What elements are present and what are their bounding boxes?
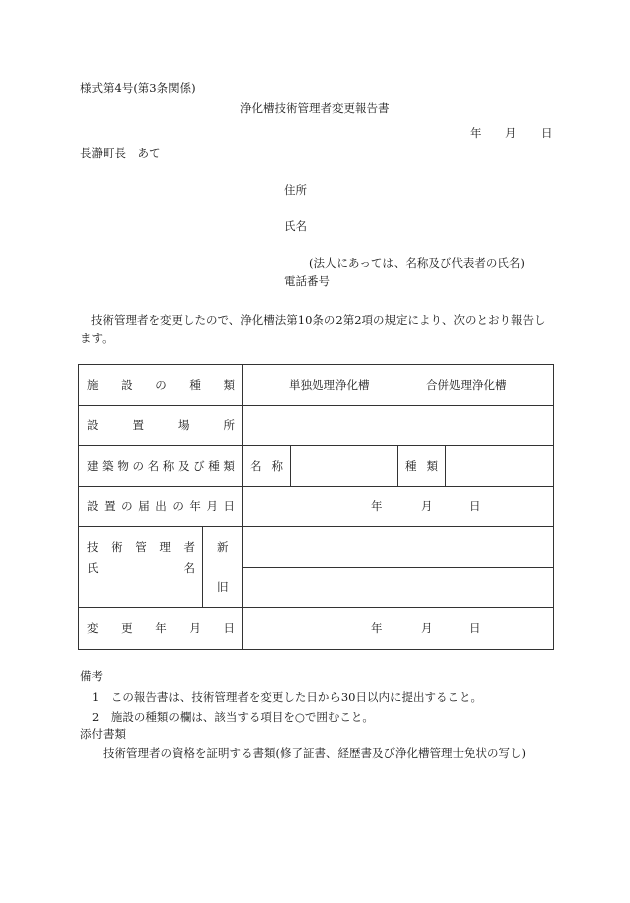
change-date-label: 変 更 年 月 日 xyxy=(87,621,235,635)
body-text-line2: ます。 xyxy=(80,331,114,345)
remarks-note-1: 1 この報告書は、技術管理者を変更した日から30日以内に提出すること。 xyxy=(92,690,482,704)
corporate-note: (法人にあっては、名称及び代表者の氏名) xyxy=(309,256,525,270)
change-year-label: 年 xyxy=(371,621,383,635)
building-type-field[interactable] xyxy=(446,446,552,486)
change-day-label: 日 xyxy=(469,621,481,635)
form-number: 様式第4号(第3条関係) xyxy=(80,81,196,95)
notification-year-label: 年 xyxy=(371,499,383,513)
new-manager-field[interactable] xyxy=(243,527,552,567)
change-month-label: 月 xyxy=(421,621,433,635)
document-title: 浄化槽技術管理者変更報告書 xyxy=(240,101,390,115)
body-text-line1: 技術管理者を変更したので、浄化槽法第10条の2第2項の規定により、次のとおり報告し xyxy=(91,313,546,327)
phone-label: 電話番号 xyxy=(284,274,330,288)
building-label: 建 築 物 の 名 称 及 び 種 類 xyxy=(87,458,235,473)
location-label: 設 置 場 所 xyxy=(87,418,235,432)
building-name-field[interactable] xyxy=(291,446,397,486)
remarks-note-2: 2 施設の種類の欄は、該当する項目を○で囲むこと。 xyxy=(92,710,374,724)
manager-label-line1: 技 術 管 理 者 xyxy=(87,540,195,554)
attachments-heading: 添付書類 xyxy=(80,727,126,741)
remarks-heading: 備考 xyxy=(80,669,103,683)
name-label: 氏名 xyxy=(284,219,307,233)
date-year-label: 年 xyxy=(470,126,482,140)
date-month-label: 月 xyxy=(505,126,517,140)
old-label: 旧 xyxy=(217,580,229,594)
facility-option-combined[interactable]: 合併処理浄化槽 xyxy=(426,378,507,392)
table-column-divider xyxy=(397,445,398,486)
notification-day-label: 日 xyxy=(469,499,481,513)
facility-type-label: 施 設 の 種 類 xyxy=(87,378,235,392)
location-field[interactable] xyxy=(243,406,552,445)
table-column-divider xyxy=(202,526,203,607)
notification-month-label: 月 xyxy=(421,499,433,513)
attachment-item-1: 技術管理者の資格を証明する書類(修了証書、経歴書及び浄化槽管理士免状の写し) xyxy=(103,746,526,760)
report-table xyxy=(78,364,554,650)
addressee: 長瀞町長 あて xyxy=(80,146,161,160)
date-day-label: 日 xyxy=(541,126,553,140)
building-name-label: 名 称 xyxy=(250,458,283,473)
old-manager-field[interactable] xyxy=(243,568,552,607)
manager-label-line2: 氏 名 xyxy=(87,561,195,575)
facility-option-standalone[interactable]: 単独処理浄化槽 xyxy=(289,378,370,392)
address-label: 住所 xyxy=(284,183,307,197)
notification-date-label: 設 置 の 届 出 の 年 月 日 xyxy=(87,499,235,513)
new-label: 新 xyxy=(217,539,229,554)
building-type-label: 種 類 xyxy=(405,458,438,473)
